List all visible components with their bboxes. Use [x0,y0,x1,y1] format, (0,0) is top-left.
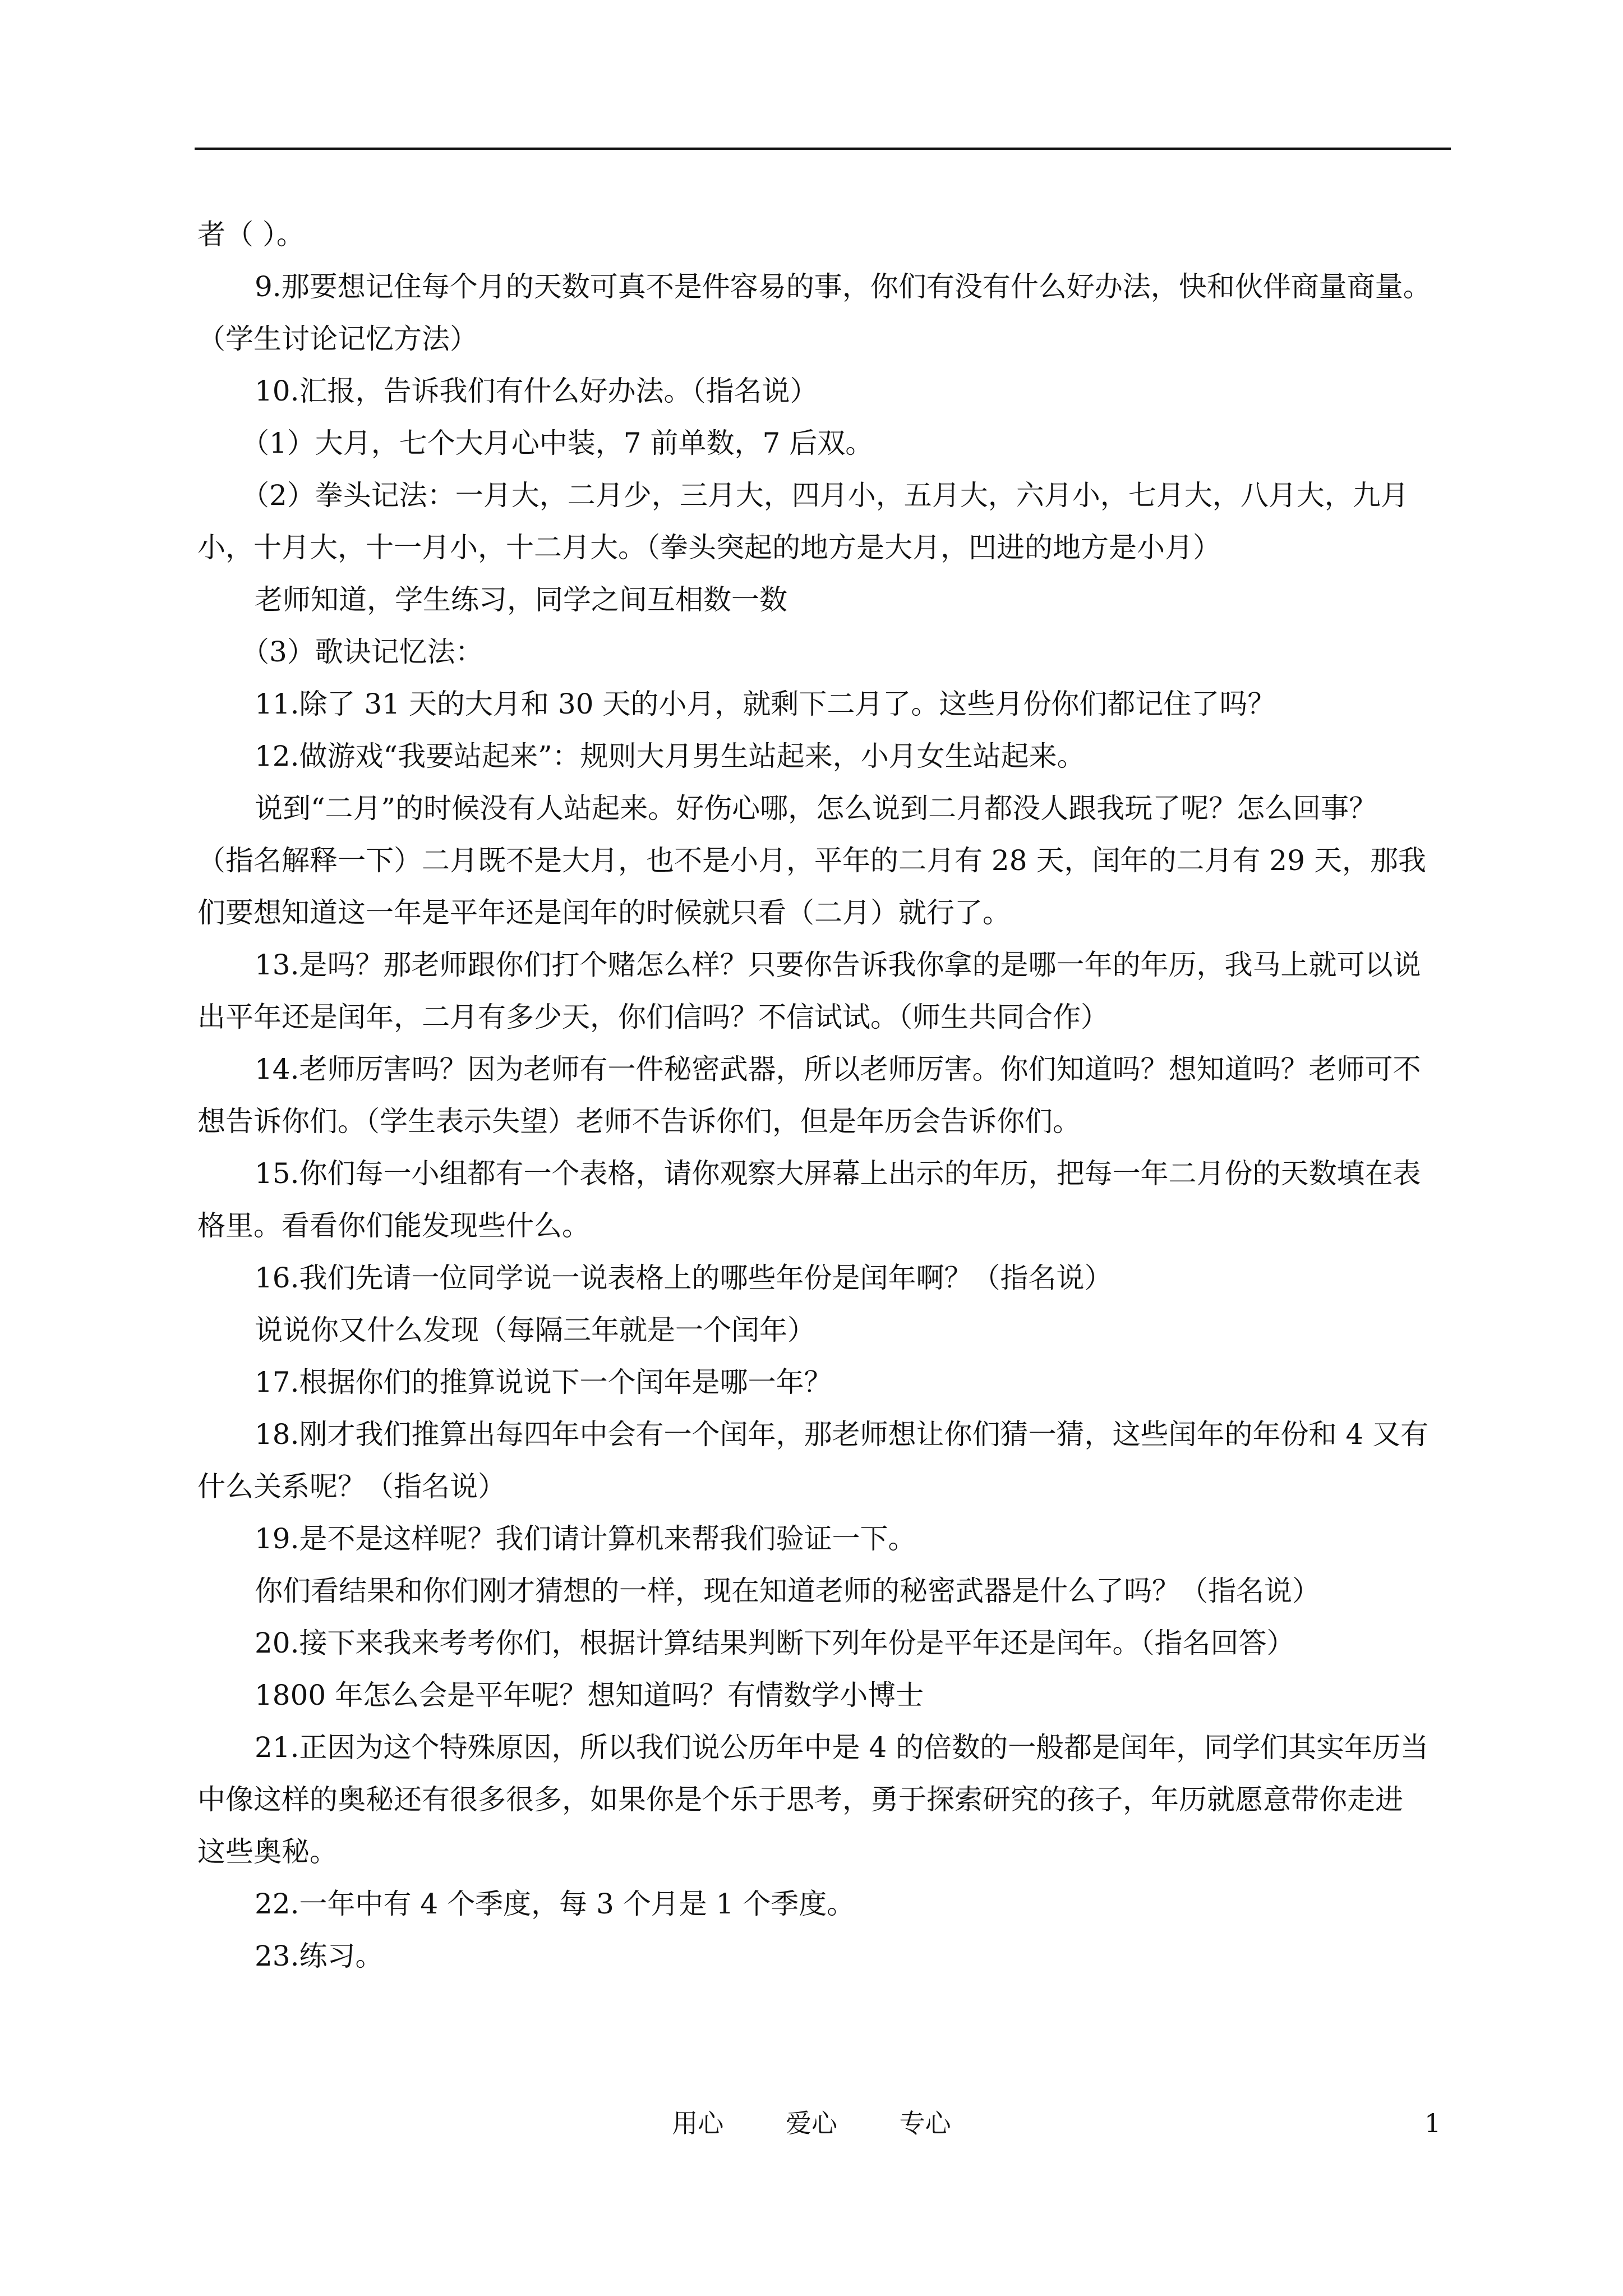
text-line: 10.汇报，告诉我们有什么好办法。（指名说） [255,375,818,407]
text-line: 11.除了 31 天的大月和 30 天的小月，就剩下二月了。这些月份你们都记住了吗？ [255,688,1276,720]
text-line: 16.我们先请一位同学说一说表格上的哪些年份是闰年啊？（指名说） [255,1262,1113,1294]
document-body [197,209,1451,1982]
text-line: 你们看结果和你们刚才猜想的一样，现在知道老师的秘密武器是什么了吗？（指名说） [255,1575,1320,1607]
text-line: 22.一年中有 4 个季度，每 3 个月是 1 个季度。 [255,1888,855,1920]
text-line: 这些奥秘。 [197,1835,338,1868]
footer-motto-word-1: 用心 [672,2108,724,2138]
footer-motto-word-2: 爱心 [786,2108,837,2138]
text-line: 13.是吗？那老师跟你们打个赌怎么样？只要你告诉我你拿的是哪一年的年历，我马上就可以说 [255,949,1421,981]
text-line: 说说你又什么发现（每隔三年就是一个闰年） [255,1314,815,1346]
text-line: 小，十月大，十一月小，十二月大。（拳头突起的地方是大月，凹进的地方是小月） [197,531,1221,564]
text-line: 想告诉你们。（学生表示失望）老师不告诉你们，但是年历会告诉你们。 [197,1105,1081,1138]
text-line: 15.你们每一小组都有一个表格，请你观察大屏幕上出示的年历，把每一年二月份的天数填在表 [255,1157,1421,1190]
text-line: 20.接下来我来考考你们，根据计算结果判断下列年份是平年还是闰年。（指名回答） [255,1627,1295,1659]
text-line: （3）歌诀记忆法： [241,636,483,668]
text-line: 19.是不是这样呢？我们请计算机来帮我们验证一下。 [255,1522,916,1555]
text-line: （学生讨论记忆方法） [197,323,478,355]
text-line: 什么关系呢？（指名说） [197,1470,506,1503]
text-line: 者（ ）。 [197,218,305,251]
footer-motto [0,2106,1623,2140]
text-line: 14.老师厉害吗？因为老师有一件秘密武器，所以老师厉害。你们知道吗？想知道吗？老师可不 [255,1053,1421,1085]
text-line: 中像这样的奥秘还有很多很多，如果你是个乐于思考，勇于探索研究的孩子，年历就愿意带你走进 [197,1783,1403,1816]
text-line: 9.那要想记住每个月的天数可真不是件容易的事，你们有没有什么好办法，快和伙伴商量商量。 [255,270,1431,303]
text-line: 18.刚才我们推算出每四年中会有一个闰年，那老师想让你们猜一猜，这些闰年的年份和 4 又有 [255,1418,1429,1451]
text-line: 说到“二月”的时候没有人站起来。好伤心哪，怎么说到二月都没人跟我玩了呢？怎么回事？ [255,792,1377,825]
text-line: 们要想知道这一年是平年还是闰年的时候就只看（二月）就行了。 [197,896,1011,929]
text-line: 21.正因为这个特殊原因，所以我们说公历年中是 4 的倍数的一般都是闰年，同学们其实年历当 [255,1731,1429,1764]
page-number: 1 [1424,2108,1441,2138]
header-rule [195,148,1451,150]
text-line: 17.根据你们的推算说说下一个闰年是哪一年？ [255,1366,832,1398]
text-line: （1）大月，七个大月心中装，7 前单数，7 后双。 [241,427,874,459]
text-line: 23.练习。 [255,1940,384,1972]
text-line: 出平年还是闰年，二月有多少天，你们信吗？不信试试。（师生共同合作） [197,1001,1109,1033]
footer-motto-word-3: 专心 [899,2108,951,2138]
text-line: 格里。看看你们能发现些什么。 [197,1209,590,1242]
text-line: 12.做游戏“我要站起来”：规则大月男生站起来，小月女生站起来。 [255,740,1085,772]
text-line: （2）拳头记法：一月大，二月少，三月大，四月小，五月大，六月小，七月大，八月大，九月 [241,479,1409,512]
text-line: （指名解释一下）二月既不是大月，也不是小月，平年的二月有 28 天，闰年的二月有 29 天，那我 [197,844,1426,877]
text-line: 1800 年怎么会是平年呢？想知道吗？有情数学小博士 [255,1679,924,1711]
text-line: 老师知道，学生练习，同学之间互相数一数 [255,583,787,616]
